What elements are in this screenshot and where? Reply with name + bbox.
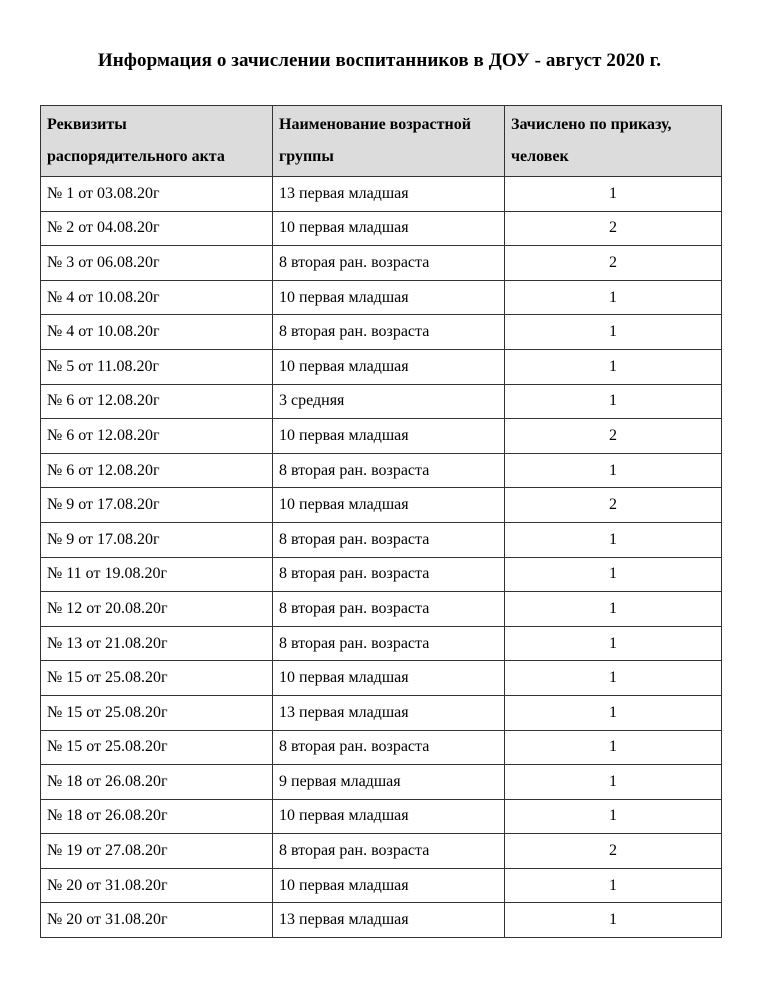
cell-act-details: № 18 от 26.08.20г <box>41 765 273 800</box>
cell-age-group: 10 первая младшая <box>273 349 505 384</box>
page-title: Информация о зачислении воспитанников в ДОУ - август 2020 г. <box>97 50 662 71</box>
cell-act-details: № 15 от 25.08.20г <box>41 695 273 730</box>
cell-act-details: № 4 от 10.08.20г <box>41 315 273 350</box>
cell-age-group: 8 вторая ран. возраста <box>273 557 505 592</box>
cell-enrolled-count: 1 <box>505 177 722 212</box>
cell-enrolled-count: 1 <box>505 315 722 350</box>
table-row <box>41 384 722 419</box>
cell-act-details: № 13 от 21.08.20г <box>41 626 273 661</box>
cell-act-details: № 20 от 31.08.20г <box>41 868 273 903</box>
header-enrolled-count: Зачислено по приказу, человек <box>505 106 722 177</box>
table-row <box>41 557 722 592</box>
table-row <box>41 280 722 315</box>
cell-enrolled-count: 1 <box>505 626 722 661</box>
cell-age-group: 13 первая младшая <box>273 903 505 938</box>
cell-age-group: 10 первая младшая <box>273 488 505 523</box>
cell-age-group: 13 первая младшая <box>273 177 505 212</box>
table-header <box>41 106 722 177</box>
cell-enrolled-count: 1 <box>505 661 722 696</box>
table-row <box>41 799 722 834</box>
cell-enrolled-count: 1 <box>505 765 722 800</box>
cell-enrolled-count: 1 <box>505 695 722 730</box>
table-row <box>41 868 722 903</box>
cell-act-details: № 4 от 10.08.20г <box>41 280 273 315</box>
cell-age-group: 8 вторая ран. возраста <box>273 592 505 627</box>
table-row <box>41 730 722 765</box>
enrollment-table <box>40 105 722 938</box>
header-act-details: Реквизиты распорядительного акта <box>41 106 273 177</box>
cell-enrolled-count: 1 <box>505 868 722 903</box>
cell-enrolled-count: 1 <box>505 903 722 938</box>
cell-age-group: 10 первая младшая <box>273 868 505 903</box>
table-row <box>41 315 722 350</box>
cell-enrolled-count: 1 <box>505 280 722 315</box>
cell-age-group: 10 первая младшая <box>273 419 505 454</box>
cell-age-group: 8 вторая ран. возраста <box>273 834 505 869</box>
cell-act-details: № 9 от 17.08.20г <box>41 488 273 523</box>
table-row <box>41 695 722 730</box>
table-row <box>41 661 722 696</box>
cell-age-group: 13 первая младшая <box>273 695 505 730</box>
cell-act-details: № 2 от 04.08.20г <box>41 211 273 246</box>
cell-age-group: 10 первая младшая <box>273 661 505 696</box>
cell-enrolled-count: 1 <box>505 799 722 834</box>
table-row <box>41 349 722 384</box>
cell-act-details: № 6 от 12.08.20г <box>41 453 273 488</box>
cell-age-group: 8 вторая ран. возраста <box>273 246 505 281</box>
cell-enrolled-count: 1 <box>505 453 722 488</box>
cell-act-details: № 5 от 11.08.20г <box>41 349 273 384</box>
header-age-group: Наименование возрастной группы <box>273 106 505 177</box>
cell-enrolled-count: 1 <box>505 592 722 627</box>
cell-age-group: 8 вторая ран. возраста <box>273 453 505 488</box>
cell-act-details: № 15 от 25.08.20г <box>41 661 273 696</box>
cell-enrolled-count: 2 <box>505 211 722 246</box>
cell-act-details: № 1 от 03.08.20г <box>41 177 273 212</box>
cell-enrolled-count: 1 <box>505 349 722 384</box>
cell-age-group: 9 первая младшая <box>273 765 505 800</box>
cell-act-details: № 19 от 27.08.20г <box>41 834 273 869</box>
table-row <box>41 834 722 869</box>
cell-age-group: 10 первая младшая <box>273 211 505 246</box>
cell-enrolled-count: 2 <box>505 488 722 523</box>
cell-age-group: 10 первая младшая <box>273 799 505 834</box>
cell-enrolled-count: 2 <box>505 419 722 454</box>
cell-age-group: 3 средняя <box>273 384 505 419</box>
cell-act-details: № 3 от 06.08.20г <box>41 246 273 281</box>
cell-act-details: № 18 от 26.08.20г <box>41 799 273 834</box>
table-row <box>41 211 722 246</box>
table-row <box>41 488 722 523</box>
cell-enrolled-count: 1 <box>505 522 722 557</box>
header-row <box>41 106 722 177</box>
table-row <box>41 453 722 488</box>
cell-age-group: 8 вторая ран. возраста <box>273 522 505 557</box>
cell-age-group: 8 вторая ран. возраста <box>273 730 505 765</box>
table-row <box>41 522 722 557</box>
cell-age-group: 10 первая младшая <box>273 280 505 315</box>
cell-enrolled-count: 2 <box>505 246 722 281</box>
cell-act-details: № 11 от 19.08.20г <box>41 557 273 592</box>
table-row <box>41 246 722 281</box>
cell-enrolled-count: 1 <box>505 730 722 765</box>
table-row <box>41 626 722 661</box>
cell-enrolled-count: 1 <box>505 557 722 592</box>
cell-act-details: № 6 от 12.08.20г <box>41 384 273 419</box>
table-row <box>41 592 722 627</box>
table-row <box>41 419 722 454</box>
cell-age-group: 8 вторая ран. возраста <box>273 626 505 661</box>
table-row <box>41 765 722 800</box>
cell-act-details: № 9 от 17.08.20г <box>41 522 273 557</box>
cell-age-group: 8 вторая ран. возраста <box>273 315 505 350</box>
cell-enrolled-count: 2 <box>505 834 722 869</box>
cell-enrolled-count: 1 <box>505 384 722 419</box>
table-row <box>41 903 722 938</box>
cell-act-details: № 6 от 12.08.20г <box>41 419 273 454</box>
table-body <box>41 177 722 938</box>
cell-act-details: № 15 от 25.08.20г <box>41 730 273 765</box>
table-row <box>41 177 722 212</box>
cell-act-details: № 20 от 31.08.20г <box>41 903 273 938</box>
cell-act-details: № 12 от 20.08.20г <box>41 592 273 627</box>
